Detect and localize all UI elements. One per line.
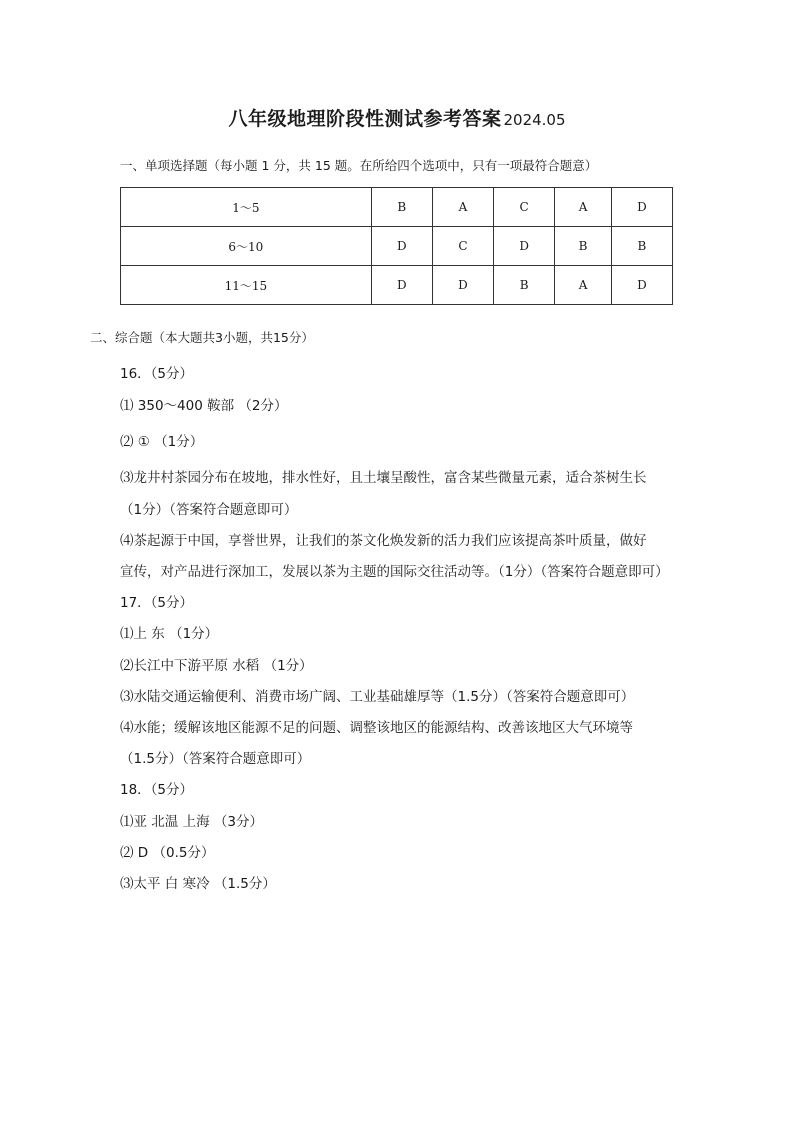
answer-table [120, 187, 673, 305]
section1-heading: 一、单项选择题（每小题 1 分，共 15 题。在所给四个选项中，只有一项最符合题意） [120, 158, 598, 173]
page-title: 八年级地理阶段性测试参考答案 [228, 108, 502, 130]
table-cell: A [555, 266, 612, 305]
table-row [121, 227, 673, 266]
table-cell: 11～15 [121, 266, 372, 305]
table-cell: D [432, 266, 493, 305]
answer-line: ⑵长江中下游平原 水稻 （1分） [120, 658, 313, 674]
title-date: 2024.05 [503, 111, 566, 129]
answer-line: （1分）（答案符合题意即可） [120, 502, 298, 518]
answer-line: ⑶水陆交通运输便利、消费市场广阔、工业基础雄厚等（1.5分）（答案符合题意即可） [120, 689, 635, 705]
section2-heading: 二、综合题（本大题共3小题，共15分） [90, 330, 314, 345]
table-row [121, 266, 673, 305]
answer-line: ⑶龙井村茶园分布在坡地，排水性好，且土壤呈酸性，富含某些微量元素，适合茶树生长 [120, 470, 647, 486]
answer-line: ⑴亚 北温 上海 （3分） [120, 814, 263, 830]
page-title-block [0, 104, 794, 131]
answer-line: ⑴ 350～400 鞍部 （2分） [120, 398, 288, 414]
table-cell: B [371, 188, 432, 227]
table-cell: C [494, 188, 555, 227]
table-cell: A [555, 188, 612, 227]
answer-line: ⑵ ① （1分） [120, 434, 204, 450]
answer-line: 16．（5分） [120, 366, 194, 382]
answer-line: ⑶太平 白 寒冷 （1.5分） [120, 876, 276, 892]
answer-line: 17．（5分） [120, 595, 194, 611]
answer-line: ⑷水能；缓解该地区能源不足的问题、调整该地区的能源结构、改善该地区大气环境等 [120, 720, 633, 736]
answer-line: （1.5分）（答案符合题意即可） [120, 751, 311, 767]
table-cell: C [432, 227, 493, 266]
table-row [121, 188, 673, 227]
table-cell: D [611, 266, 672, 305]
answer-line: 18．（5分） [120, 782, 194, 798]
table-cell: D [494, 227, 555, 266]
table-cell: B [611, 227, 672, 266]
table-cell: B [494, 266, 555, 305]
table-cell: D [371, 227, 432, 266]
answer-line: ⑷茶起源于中国，享誉世界，让我们的茶文化焕发新的活力我们应该提高茶叶质量，做好 [120, 533, 647, 549]
table-cell: D [371, 266, 432, 305]
table-cell: 1～5 [121, 188, 372, 227]
table-cell: A [432, 188, 493, 227]
table-cell: 6～10 [121, 227, 372, 266]
answer-line: ⑵ D （0.5分） [120, 845, 215, 861]
answer-line: ⑴上 东 （1分） [120, 626, 219, 642]
table-cell: D [611, 188, 672, 227]
table-cell: B [555, 227, 612, 266]
answer-line: 宣传，对产品进行深加工，发展以茶为主题的国际交往活动等。（1分）（答案符合题意即可） [120, 564, 669, 580]
